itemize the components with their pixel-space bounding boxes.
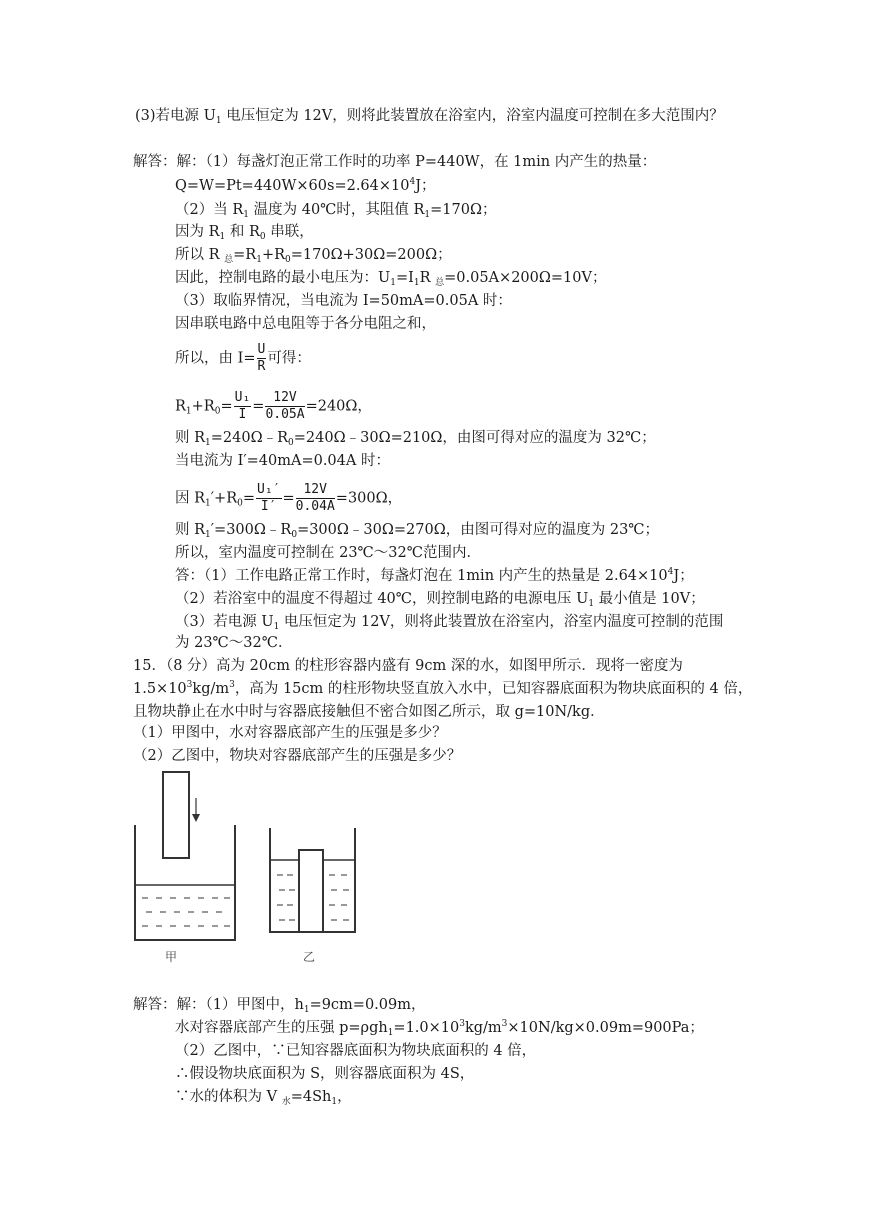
fraction-12v-over-004a: $\frac{12V}{0.04A}$: [295, 482, 335, 514]
question-15-part-1: （1）甲图中，水对容器底部产生的压强是多少？: [133, 725, 447, 741]
solution-14-line-3: （2）当 $R_1$ 温度为 40℃时，其阻值 $R_1=170\Omega$；: [175, 202, 497, 220]
figure-yi-label: 乙: [303, 950, 316, 964]
question-15-line-2: $1.5\times 10^3kg/m^3$，高为 15cm 的柱形物块竖直放入水中，已知容器底面积为物块底面积的 4 倍，: [133, 680, 753, 697]
question-15-line-1: 15．（8 分）高为 20cm 的柱形容器内盛有 9cm 深的水，如图甲所示．现将一密度为: [133, 658, 683, 674]
solution-15-line-3: （2）乙图中，∵已知容器底面积为物块底面积的 4 倍，: [175, 1043, 537, 1059]
solution-14-line-14: 则 $R_1'=300\Omega﹣R_0=300\Omega﹣30\Omega=270\Omega$，由图可得对应的温度为 23℃；: [175, 522, 660, 540]
fraction-u1-over-i: $\frac{\text{U₁}}{I}$: [234, 390, 251, 422]
solution-14-line-2: $Q=W=Pt=440W\times 60s=2.64\times 10^4J$；: [175, 177, 436, 194]
solution-14-answer-3: （3）若电源 $U_1$ 电压恒定为 12V，则将此装置放在浴室内，浴室内温度可控制的范围: [175, 614, 724, 632]
question-15-part-2: （2）乙图中，物块对容器底部产生的压强是多少？: [133, 748, 462, 764]
question-15-line-3: 且物块静止在水中时与容器底接触但不密合如图乙所示，取 g=10N/kg．: [133, 704, 605, 720]
question-14-part-3: (3)若电源 $U_1$ 电压恒定为 12V，则将此装置放在浴室内，浴室内温度可控制在多大范围内？: [135, 108, 724, 126]
solution-14-answer-2: （2）若浴室中的温度不得超过 40℃，则控制电路的电源电压 $U_1$ 最小值是 10V；: [175, 591, 705, 609]
solution-14-line-12: 当电流为 I′=40mA=0.04A 时：: [175, 453, 390, 469]
solution-14-line-7: （3）取临界情况，当电流为 I=50mA=0.05A 时：: [175, 293, 512, 309]
solution-14-line-9: 所以，由 I= $\frac{U}{R}$ 可得：: [175, 342, 311, 374]
solution-14-line-8: 因串联电路中总电阻等于各分电阻之和，: [175, 316, 436, 332]
figure-yi-container-with-block: [265, 820, 360, 940]
figure-jia-label: 甲: [165, 950, 178, 964]
solution-14-line-10: $R_1+R_0=$ $\frac{\text{U₁}}{I}$ = $\frac{12V}{0.05A}$ =240Ω，: [175, 390, 372, 422]
solution-14-line-13: 因 $R_1'+R_0=$ $\frac{\text{U₁′}}{I'}$ = $\frac{12V}{0.04A}$ =300Ω，: [175, 482, 403, 514]
solution-14-line-1: 解答：解：（1）每盏灯泡正常工作时的功率 P=440W，在 1min 内产生的热量：: [133, 154, 657, 170]
solution-14-line-15: 所以，室内温度可控制在 23℃～32℃范围内．: [175, 545, 481, 561]
solution-15-line-4: ∴假设物块底面积为 S，则容器底面积为 4S，: [175, 1066, 475, 1082]
fraction-u1prime-over-iprime: $\frac{\text{U₁′}}{I'}$: [257, 482, 281, 514]
solution-14-line-5: 所以 R $_总=R_1+R_0=170\Omega+30\Omega=200\Omega$；: [175, 247, 452, 265]
solution-14-line-6: 因此，控制电路的最小电压为：$U_1=I_1R$ $_总$=0.05A×200Ω=10V；: [175, 270, 607, 288]
solution-15-line-5: ∵水的体积为 V $_水=4Sh_1$，: [175, 1089, 352, 1107]
solution-14-answer-3-cont: 为 23℃～32℃．: [175, 635, 293, 651]
solution-14-answer-1: 答：（1）工作电路正常工作时，每盏灯泡在 1min 内产生的热量是 $2.64\times 10^4J$；: [175, 567, 694, 584]
fraction-12v-over-005a: $\frac{12V}{0.05A}$: [265, 390, 305, 422]
fraction-u-over-r: $\frac{U}{R}$: [257, 342, 266, 374]
solution-15-line-1: 解答：解：（1）甲图中，$h_1=9cm=0.09m$，: [133, 997, 426, 1015]
figure-jia-container-with-block: [130, 770, 240, 970]
solution-14-line-4: 因为 $R_1$ 和 $R_0$ 串联，: [175, 224, 314, 242]
solution-15-line-2: 水对容器底部产生的压强 $p=\rho gh_1=1.0\times 10^3kg/m^3\times 10N/kg\times 0.09m=900Pa$；: [175, 1019, 704, 1038]
solution-14-line-11: 则 $R_1=240\Omega﹣R_0=240\Omega﹣30\Omega=210\Omega$，由图可得对应的温度为 32℃；: [175, 430, 656, 448]
